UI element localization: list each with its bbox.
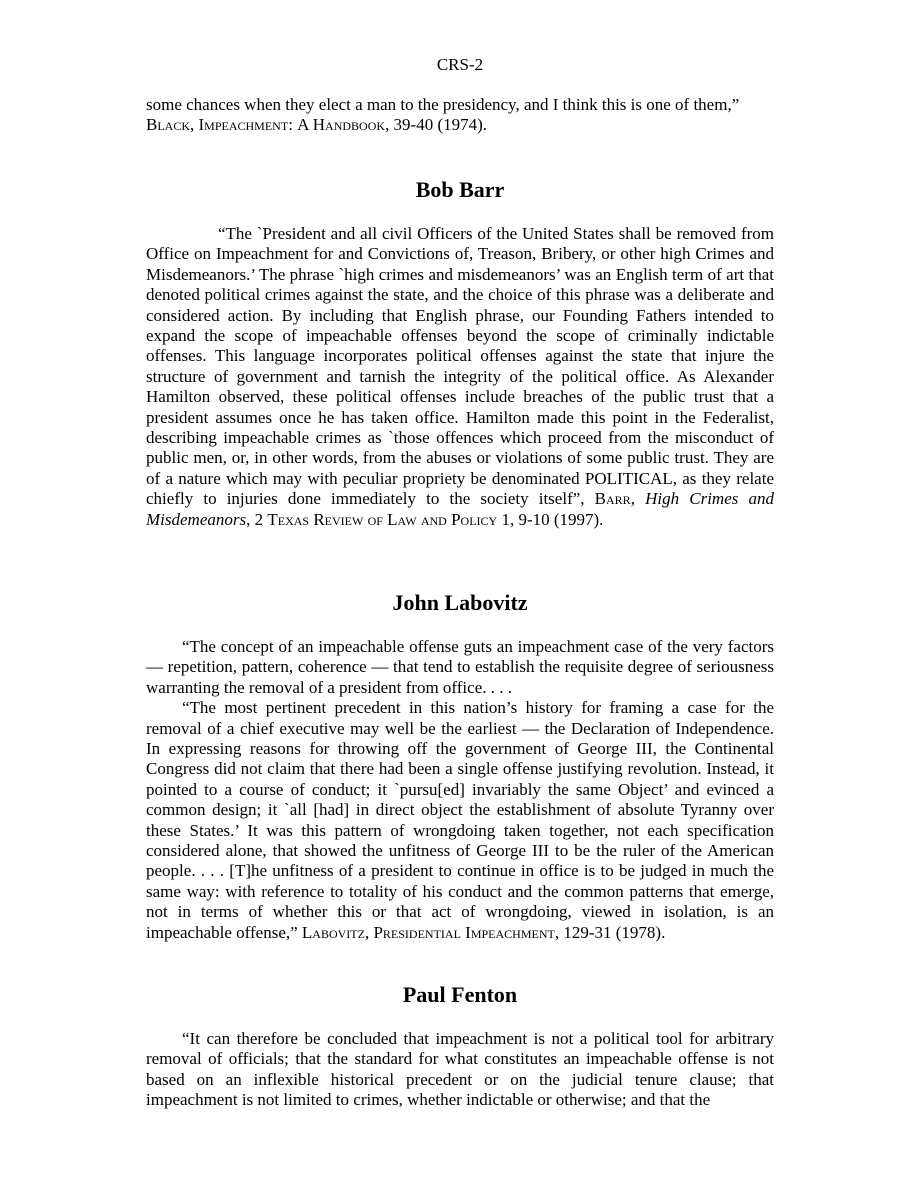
citation-author: Labovitz [301,922,365,942]
quote-paragraph [146,698,774,943]
quote-paragraph: “The concept of an impeachable offense guts an impeachment case of the very factors — repetition, pattern, coherence — that tend to establish the requisite degree of seriousness warranting the removal of a president from office. . . . [146,637,774,697]
quote-paragraph [146,224,774,530]
quote-text: “The most pertinent precedent in this nation’s history for framing a case for the removal of a chief executive may well be the earliest — the Declaration of Independence. In expressing reasons for throwing off the government of George III, the Continental Congress did not claim that there had been a single offense justifying revolution. Instead, it pointed to a course of conduct; it `pursu[ed] invariably the same Object’ and evinced a common design; it `all [had] in direct object the establishment of absolute Tyranny over these States.’ It was this pattern of wrongdoing taken together, not each specification considered alone, that showed the unfitness of George III to be the ruler of the American people. . . . [T]he unfitness of a president to continue in office is to be judged in much the same way: with reference to totality of his conduct and the common patterns that emerge, not in terms of whether this or that act of wrongdoing, viewed in isolation, is an impeachable offense,” [146,698,774,942]
citation-volume: , 2 [246,509,268,529]
citation-title-a: Impeachment [198,115,289,135]
continuation-citation [146,115,774,135]
citation-tail: , 129-31 (1978). [554,922,666,942]
citation-separator: , [190,115,199,135]
page-label: CRS-2 [436,55,484,74]
citation-author: Black [146,115,191,135]
section-body-john-labovitz [146,637,774,943]
citation-title: High Crimes and Misdemeanors [146,489,774,529]
citation-tail: , 39-40 (1974). [385,115,488,135]
quote-text: “The `President and all civil Officers of the United States shall be removed from Office on Impeachment for and Convictions of, Treason, Bribery, or other high Crimes and Misdemeanors.’ The phrase `high crimes and misdemeanors’ was an English term of art that denoted political crimes against the state, and the choice of this phrase was a deliberate and considered action. By including that English phrase, our Founding Fathers intended to expand the scope of impeachable offenses beyond the scope of criminally indictable offenses. This language incorporates political offenses against the state that injure the structure of government and tarnish the integrity of the political office. As Alexander Hamilton observed, these political offenses include breaches of the public trust that a president assumes once he has taken office. Hamilton made this point in the Federalist, describing impeachable crimes as `those offences which proceed from the misconduct of public men, or, in other words, from the abuses or violations of some public trust. They are of a nature which may with peculiar propriety be denominated POLITICAL, as they relate chiefly to injuries done immediately to the society itself”, [146,224,774,509]
section-heading-paul-fenton: Paul Fenton [402,982,518,1007]
section-heading-john-labovitz: John Labovitz [392,590,528,615]
continuation-text: some chances when they elect a man to the presidency, and I think this is one of them,” [146,95,740,114]
citation-separator: , [630,489,646,509]
section-heading-bob-barr: Bob Barr [415,177,505,202]
quote-paragraph: “It can therefore be concluded that impeachment is not a political tool for arbitrary removal of officials; that the standard for what constitutes an impeachable offense is not based on an inflexible historical precedent or on the judicial tenure clause; that impeachment is not limited to crimes, whether indictable or otherwise; and that the [146,1029,774,1110]
citation-journal: Texas Review of Law and Policy [267,509,498,529]
citation-tail: 1, 9-10 (1997). [497,509,604,529]
section-body-bob-barr [146,224,774,530]
citation-author: Barr [594,489,631,509]
continuation-paragraph [146,95,774,136]
citation-colon: : [288,115,298,135]
citation-separator: , [364,922,374,942]
citation-title: Presidential Impeachment [373,922,555,942]
citation-title-b: A Handbook [297,115,386,135]
section-body-paul-fenton [146,1029,774,1111]
